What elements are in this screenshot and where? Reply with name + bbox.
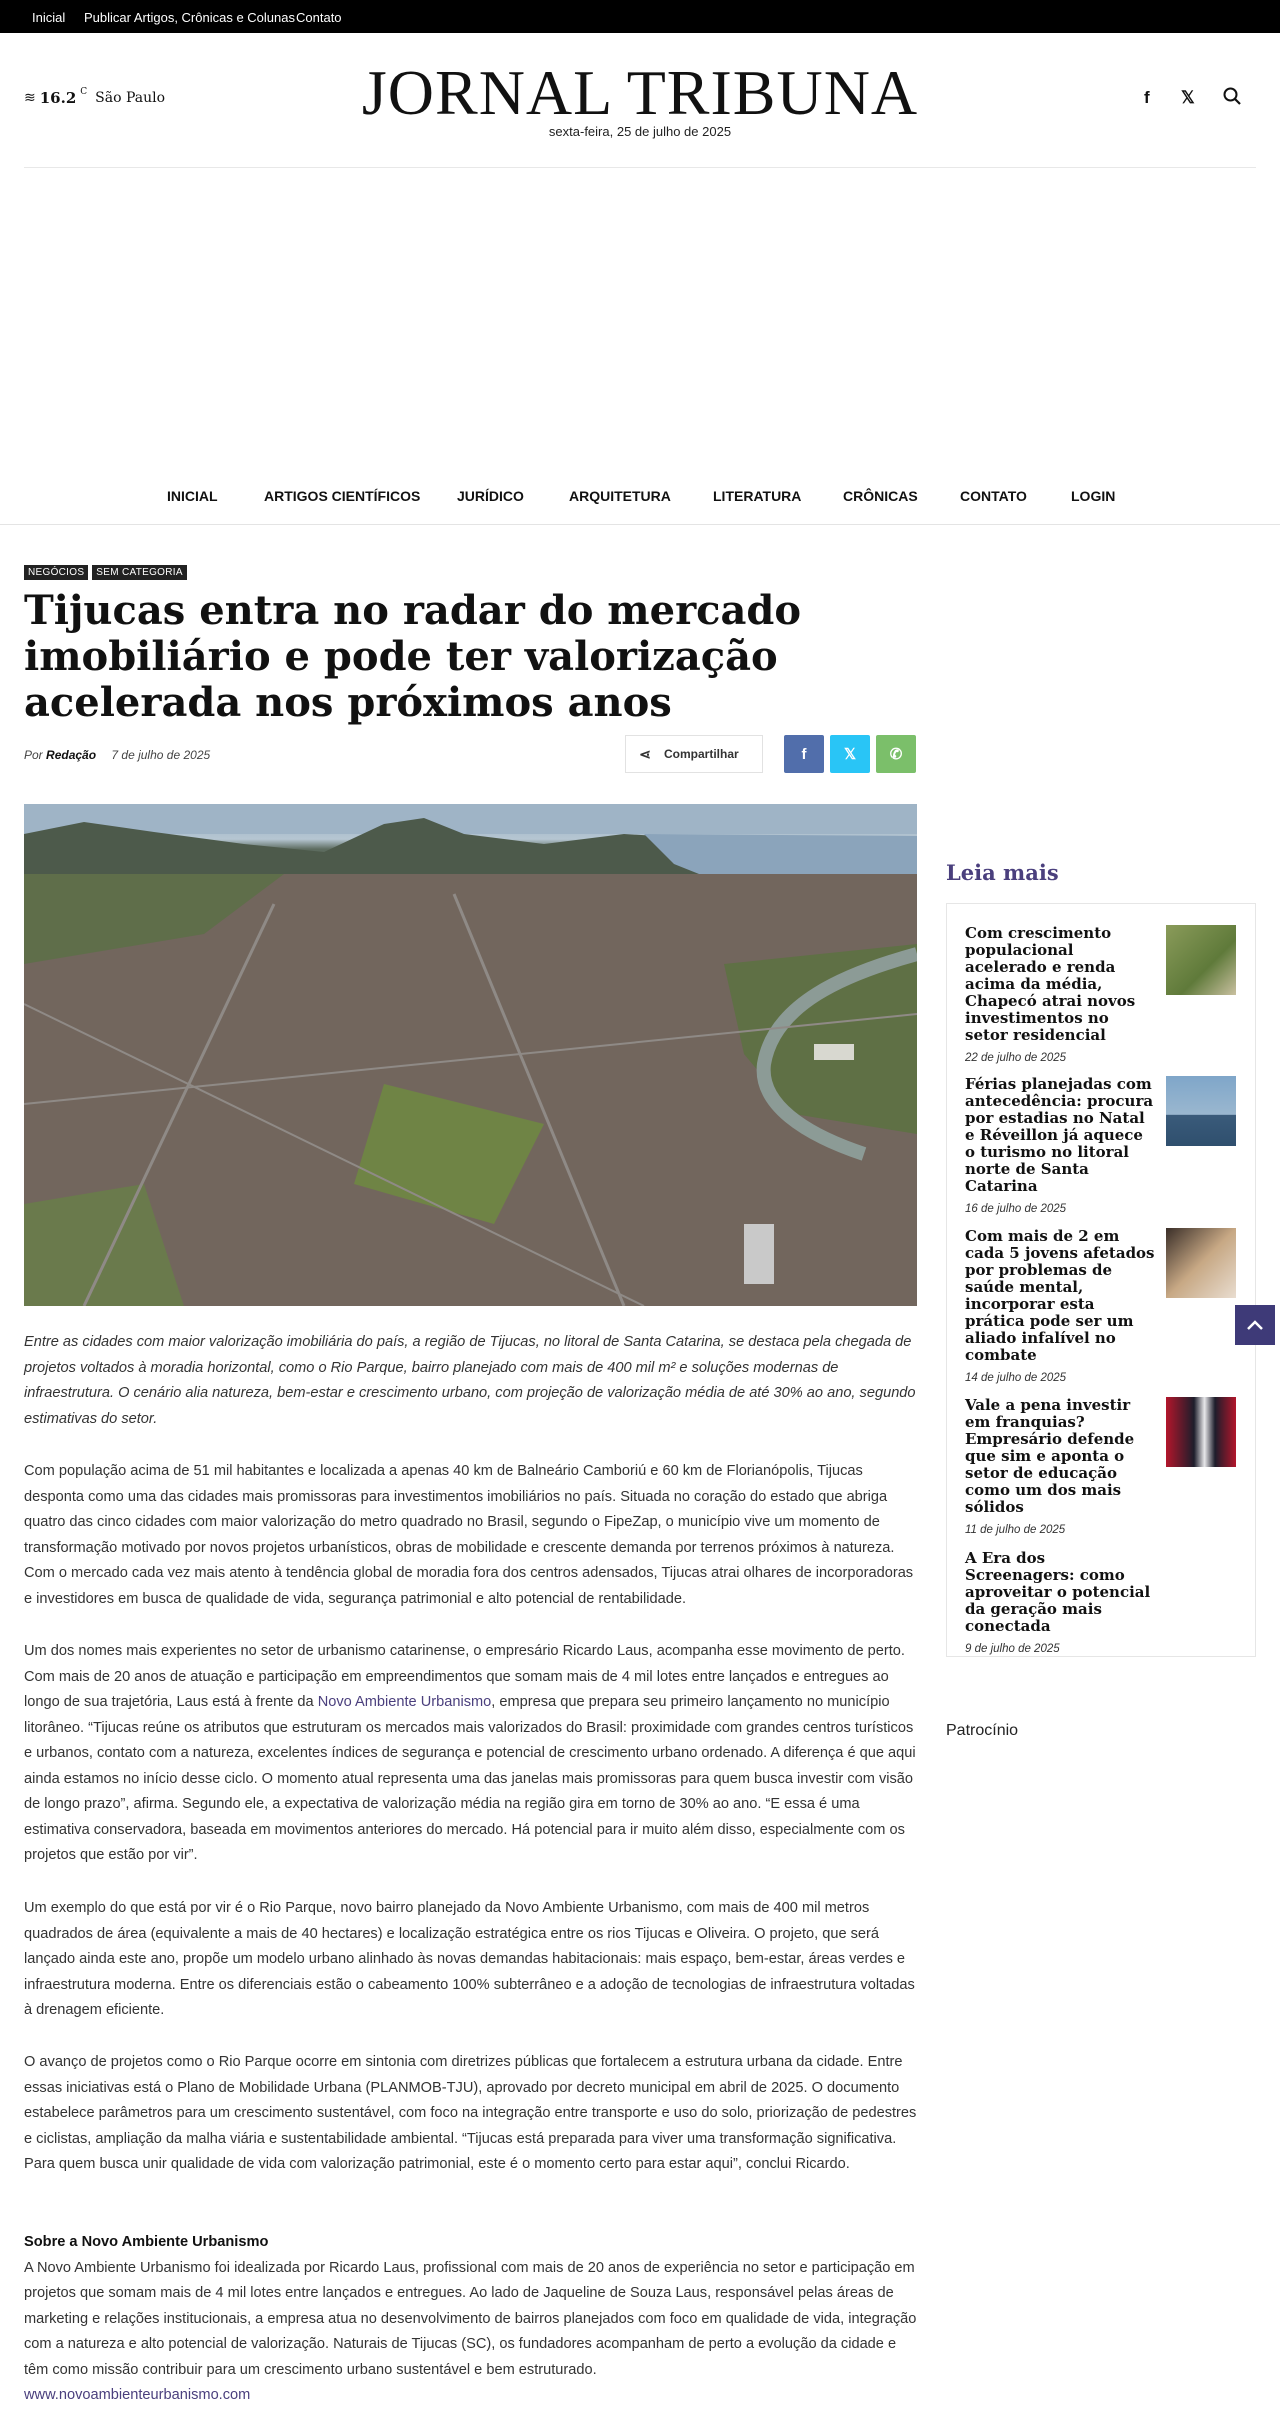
share-button[interactable] [625,735,763,773]
share-facebook-button[interactable] [784,735,824,773]
sponsor-label: Patrocínio [946,1722,1019,1739]
paragraph-2-text-a: Um dos nomes mais experientes no setor de urbanismo catarinense, o empresário Ricardo Laus, acompanha esse movimento de perto. Com mais de 20 anos de atuação e participação em empreendimentos que somam mais de 4 mil lotes entre lançados e entregues ao longo de sua trajetória, Laus está à frente da [24,1643,905,1710]
sidebar-post-date: 9 de julho de 2025 [965,1643,1060,1655]
post-thumbnail[interactable] [1166,1076,1236,1146]
article-meta [24,748,210,762]
nav-item-artigos[interactable]: ARTIGOS CIENTÍFICOS [264,488,421,504]
paragraph-2-text-b: , empresa que prepara seu primeiro lançamento no município litorâneo. “Tijucas reúne os atributos que estruturam os mercados mais valorizados do Brasil: proximidade com grandes centros turísticos e urbanos, contato com a natureza, excelentes índices de segurança e potencial de crescimento urbano ordenado. A diferença é que aqui ainda estamos no início desse ciclo. O momento atual representa uma das janelas mais promissoras para quem busca investir com visão de longo prazo”, afirma. Segundo ele, a expectativa de valorização média na região gira em torno de 30% ao ano. “E essa é uma estimativa conservadora, baseada em movimentos anteriores do mercado. Há potencial para ir muito além disso, especialmente com os projetos que estão por vir”. [24,1694,916,1863]
weather-temp: 16.2 [39,89,77,107]
author-prefix: Por [24,748,43,762]
nav-divider [0,524,1280,525]
sidebar-post-title[interactable]: Vale a pena investir em franquias? Empresário defende que sim e aponta o setor de educação como um dos mais sólidos [965,1396,1135,1516]
nav-item-juridico[interactable]: JURÍDICO [457,488,524,504]
article-date: 7 de julho de 2025 [111,748,211,762]
back-to-top-button[interactable] [1235,1305,1275,1345]
sidebar-post-date: 11 de julho de 2025 [965,1524,1066,1536]
aerial-city-illustration [24,804,917,1306]
about-heading: Sobre a Novo Ambiente Urbanismo [24,2234,269,2250]
nav-item-contato[interactable]: CONTATO [960,488,1027,504]
x-icon[interactable]: 𝕏 [1181,88,1195,107]
category-tags [24,565,187,580]
about-section [24,2230,917,2409]
sidebar-post-date: 16 de julho de 2025 [965,1203,1067,1215]
sidebar-post-title[interactable]: A Era dos Screenagers: como aproveitar o potencial da geração mais conectada [965,1549,1151,1635]
weather-city: São Paulo [95,90,166,106]
nav-item-login[interactable]: LOGIN [1071,488,1116,504]
article-paragraph-4: O avanço de projetos como o Rio Parque ocorre em sintonia com diretrizes públicas que fortalecem a estrutura urbana da cidade. Entre essas iniciativas está o Plano de Mobilidade Urbana (PLANMOB-TJU), aprovado por decreto municipal em abril de 2025. O documento estabelece parâmetros para um crescimento sustentável, com foco na integração entre transporte e uso do solo, priorização de pedestres e ciclistas, ampliação da malha viária e sustentabilidade ambiental. “Tijucas está preparada para viver uma transformação significativa. Para quem busca unir qualidade de vida com valorização patrimonial, este é o momento certo para estar aqui”, conclui Ricardo. [24,2054,917,2172]
header-divider [24,167,1256,168]
about-text: A Novo Ambiente Urbanismo foi idealizada por Ricardo Laus, profissional com mais de 20 anos de experiência no setor e participação em projetos que somam mais de 4 mil lotes entre lançados e entregues. Ao lado de Jaqueline de Souza Laus, responsável pelas áreas de marketing e relações institucionais, a empresa atua no desenvolvimento de bairros planejados com foco em qualidade de vida, integração com a natureza e alto potencial de valorização. Naturais de Tijucas (SC), os fundadores acompanham de perto a evolução da cidade e têm como missão contribuir para um crescimento urbano sustentável e bem estruturado. [24,2259,917,2378]
sidebar-post-date: 14 de julho de 2025 [965,1372,1067,1384]
sidebar-post[interactable] [965,925,1245,1064]
share-x-button[interactable] [830,735,870,773]
chevron-up-icon [1246,1319,1264,1331]
sidebar-post-title[interactable]: Férias planejadas com antecedência: procura por estadias no Natal e Réveillon já aquece o turismo no litoral norte de Santa Catarina [965,1075,1154,1195]
nav-item-literatura[interactable]: LITERATURA [713,488,802,504]
share-whatsapp-button[interactable] [876,735,916,773]
sidebar-post[interactable] [965,1228,1245,1384]
sidebar-title: Leia mais [946,860,1059,885]
article-lead: Entre as cidades com maior valorização imobiliária do país, a região de Tijucas, no litoral de Santa Catarina, se destaca pela chegada de projetos voltados à moradia horizontal, como o Rio Parque, bairro planejado com mais de 400 mil m² e soluções modernas de infraestrutura. O cenário alia natureza, bem-estar e crescimento urbano, com projeção de valorização média de até 30% ao ano, segundo estimativas do setor. [24,1334,916,1427]
website-link[interactable]: www.novoambienteurbanismo.com [24,2387,251,2403]
share-label: Compartilhar [664,747,739,761]
nav-item-cronicas[interactable]: CRÔNICAS [843,488,918,504]
article-paragraph-3: Um exemplo do que está por vir é o Rio Parque, novo bairro planejado da Novo Ambiente Urbanismo, com mais de 400 mil metros quadrados de área (equivalente a mais de 40 hectares) e localização estratégica entre os rios Tijucas e Oliveira. O projeto, que será lançado ainda este ano, propõe um modelo urbano alinhado às novas demandas habitacionais: mais espaço, bem-estar, áreas verdes e infraestrutura moderna. Entre os diferenciais estão o cabeamento 100% subterrâneo e a adoção de tecnologias de infraestrutura voltadas à drenagem eficiente. [24,1900,915,2018]
sidebar-post[interactable] [965,1076,1245,1215]
top-bar [0,0,1280,33]
category-tag-negocios[interactable]: NEGÓCIOS [24,565,88,580]
search-icon[interactable] [1222,86,1242,111]
facebook-icon[interactable]: f [1144,88,1150,107]
topbar-link-publicar[interactable]: Publicar Artigos, Crônicas e Colunas [84,10,295,25]
whatsapp-icon: ✆ [889,746,903,763]
post-thumbnail[interactable] [1166,1228,1236,1298]
sidebar-post-title[interactable]: Com crescimento populacional acelerado e renda acima da média, Chapecó atrai novos investimentos no setor residencial [965,924,1136,1044]
article-title: Tijucas entra no radar do mercado imobiliário e pode ter valorização acelerada nos próximos anos [24,587,802,726]
weather-unit: C [80,87,88,97]
facebook-icon: f [801,745,807,763]
topbar-link-inicial[interactable]: Inicial [32,10,66,25]
post-thumbnail[interactable] [1166,925,1236,995]
article-paragraph-2 [24,1639,917,1869]
category-tag-sem-categoria[interactable]: SEM CATEGORIA [92,565,187,580]
share-icon: ⋖ [639,745,651,762]
sidebar-post-title[interactable]: Com mais de 2 em cada 5 jovens afetados por problemas de saúde mental, incorporar esta prática pode ser um aliado infalível no combate [965,1227,1155,1364]
sidebar-post-date: 22 de julho de 2025 [965,1052,1067,1064]
header-date: sexta-feira, 25 de julho de 2025 [548,124,732,139]
article-paragraph-1: Com população acima de 51 mil habitantes e localizada a apenas 40 km de Balneário Camboriú e 60 km de Florianópolis, Tijucas desponta como uma das cidades mais promissoras para investimentos imobiliários no país. Situada no coração do estado que abriga quatro das cinco cidades com maior valorização do metro quadrado no Brasil, segundo o FipeZap, o município vive um momento de transformação motivado por novos projetos urbanísticos, obras de mobilidade e crescente demanda por terrenos próximos à natureza. Com o mercado cada vez mais atento à tendência global de moradia fora dos centros adensados, Tijucas atrai olhares de incorporadoras e investidores em busca de qualidade de vida, segurança patrimonial e alto potencial de rentabilidade. [24,1463,914,1607]
weather-icon: ≋ [24,90,36,106]
site-logo[interactable]: JORNAL TRIBUNA [361,57,919,128]
x-icon: 𝕏 [843,746,857,763]
author-link[interactable]: Redação [46,748,97,762]
nav-item-inicial[interactable]: INICIAL [167,488,218,504]
post-thumbnail[interactable] [1166,1397,1236,1467]
novo-ambiente-link[interactable]: Novo Ambiente Urbanismo [317,1694,492,1710]
sidebar-post[interactable] [965,1397,1245,1536]
sidebar-post[interactable] [965,1550,1245,1655]
topbar-link-contato[interactable]: Contato [296,10,342,25]
nav-item-arquitetura[interactable]: ARQUITETURA [569,488,671,504]
hero-image [24,804,917,1306]
